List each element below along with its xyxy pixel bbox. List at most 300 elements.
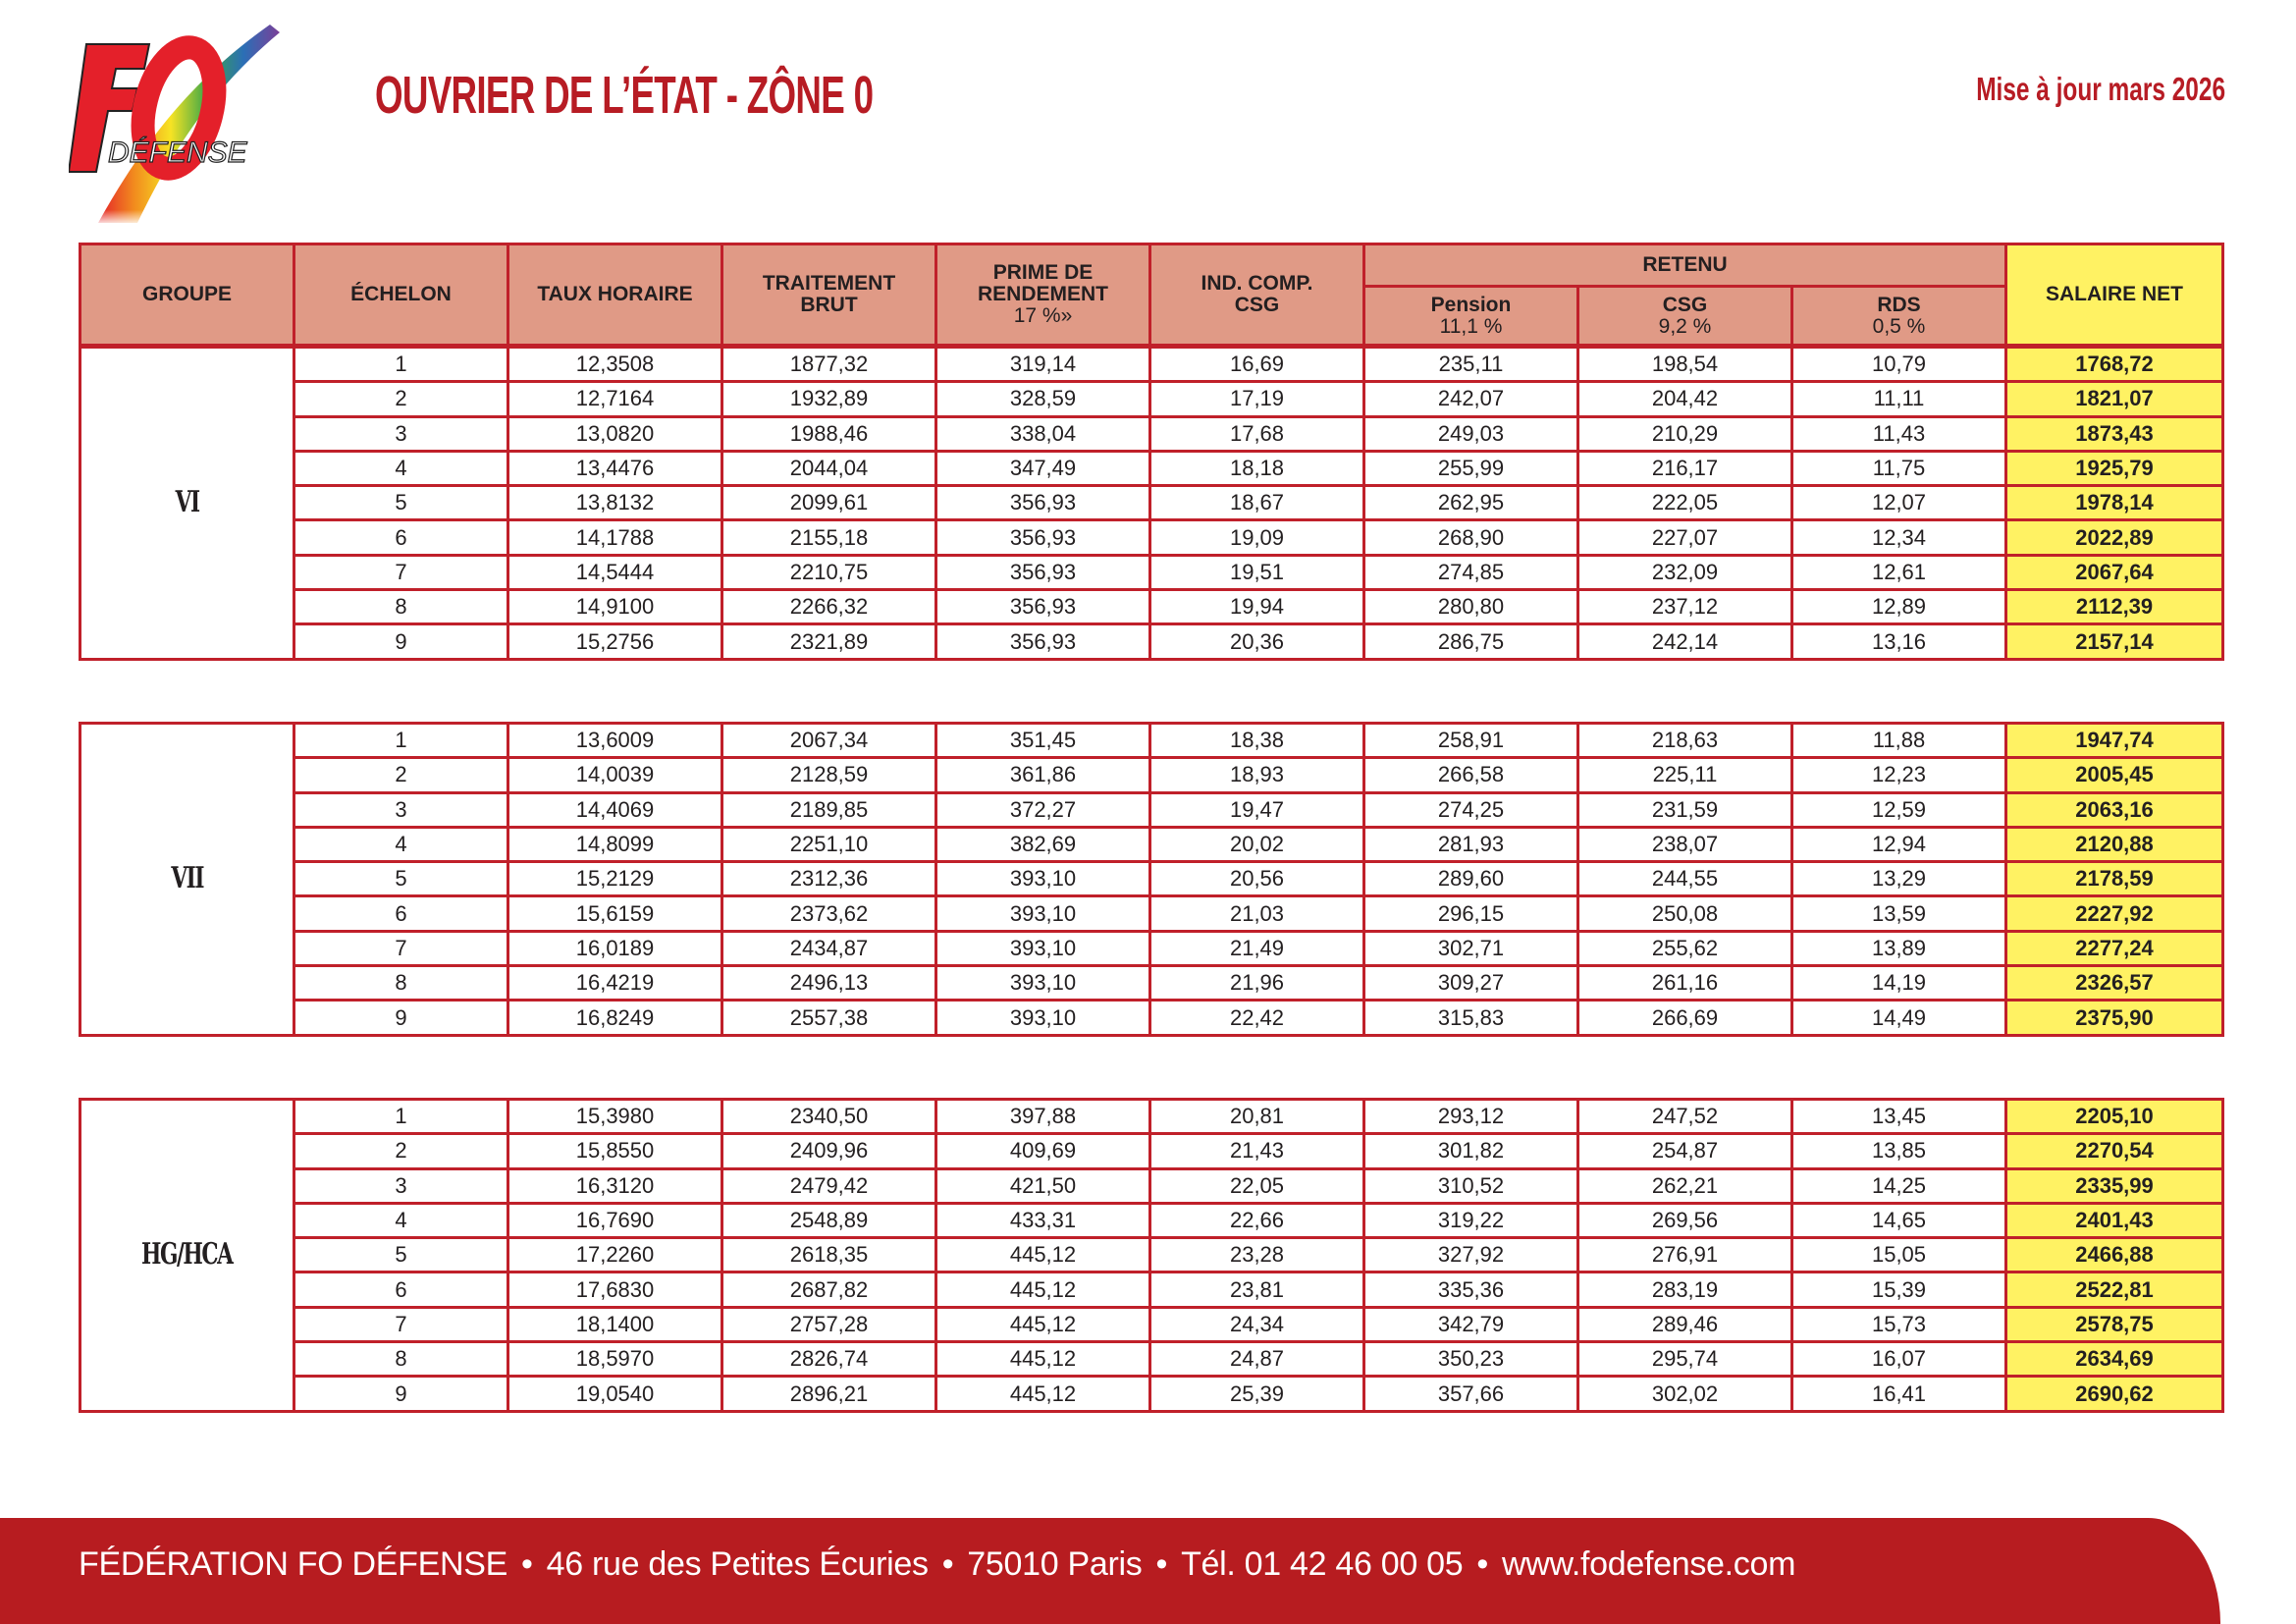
cell-echelon: 2: [294, 758, 508, 792]
cell-pension: 357,66: [1364, 1377, 1578, 1411]
cell-csg: 237,12: [1578, 590, 1792, 624]
cell-csg: 289,46: [1578, 1307, 1792, 1341]
footer-org: FÉDÉRATION FO DÉFENSE: [79, 1545, 507, 1583]
col-header-line: 11,1 %: [1439, 314, 1503, 338]
cell-ind-comp-csg: 21,43: [1150, 1134, 1364, 1168]
cell-traitement-brut: 2373,62: [722, 896, 936, 931]
cell-ind-comp-csg: 18,67: [1150, 486, 1364, 520]
cell-csg: 266,69: [1578, 1001, 1792, 1035]
cell-csg: 225,11: [1578, 758, 1792, 792]
group-label: [80, 724, 294, 1036]
cell-echelon: 1: [294, 724, 508, 758]
cell-ind-comp-csg: 18,38: [1150, 724, 1364, 758]
col-header-prime-rendement: [936, 244, 1150, 346]
cell-csg: 238,07: [1578, 827, 1792, 861]
cell-prime-rendement: 445,12: [936, 1377, 1150, 1411]
cell-taux-horaire: 14,0039: [508, 758, 722, 792]
cell-taux-horaire: 12,7164: [508, 382, 722, 416]
cell-echelon: 5: [294, 1238, 508, 1272]
update-note: Mise à jour mars 2026: [1976, 71, 2225, 107]
table-row: [80, 555, 2223, 589]
col-header-line: 9,2 %: [1658, 314, 1712, 338]
cell-echelon: 8: [294, 966, 508, 1001]
cell-traitement-brut: 2128,59: [722, 758, 936, 792]
table-row: [80, 1307, 2223, 1341]
cell-ind-comp-csg: 20,36: [1150, 624, 1364, 659]
cell-traitement-brut: 2757,28: [722, 1307, 936, 1341]
cell-ind-comp-csg: 23,28: [1150, 1238, 1364, 1272]
cell-prime-rendement: 338,04: [936, 416, 1150, 451]
cell-traitement-brut: 2321,89: [722, 624, 936, 659]
cell-pension: 242,07: [1364, 382, 1578, 416]
cell-salaire-net: 2112,39: [2006, 590, 2223, 624]
cell-salaire-net: 2205,10: [2006, 1100, 2223, 1134]
col-header-line: TRAITEMENT: [762, 272, 896, 295]
cell-traitement-brut: 2067,34: [722, 724, 936, 758]
cell-ind-comp-csg: 20,02: [1150, 827, 1364, 861]
cell-csg: 227,07: [1578, 520, 1792, 555]
cell-rds: 13,16: [1792, 624, 2006, 659]
col-header-line: 17 %»: [1013, 304, 1073, 327]
cell-prime-rendement: 393,10: [936, 896, 1150, 931]
logo-subtext: DÉFENSE: [108, 136, 247, 169]
cell-echelon: 2: [294, 1134, 508, 1168]
col-header-line: BRUT: [800, 294, 858, 316]
cell-pension: 268,90: [1364, 520, 1578, 555]
table-row: [80, 1377, 2223, 1411]
cell-pension: 235,11: [1364, 348, 1578, 382]
col-header-line: CSG: [1234, 294, 1280, 316]
table-row: [80, 862, 2223, 896]
cell-pension: 274,25: [1364, 792, 1578, 827]
cell-salaire-net: 2178,59: [2006, 862, 2223, 896]
cell-salaire-net: 2326,57: [2006, 966, 2223, 1001]
cell-ind-comp-csg: 18,18: [1150, 451, 1364, 485]
cell-ind-comp-csg: 17,19: [1150, 382, 1364, 416]
col-header-echelon: ÉCHELON: [294, 244, 508, 346]
cell-taux-horaire: 15,8550: [508, 1134, 722, 1168]
cell-ind-comp-csg: 21,03: [1150, 896, 1364, 931]
cell-traitement-brut: 2434,87: [722, 931, 936, 965]
cell-csg: 295,74: [1578, 1342, 1792, 1377]
cell-pension: 315,83: [1364, 1001, 1578, 1035]
cell-csg: 276,91: [1578, 1238, 1792, 1272]
cell-prime-rendement: 421,50: [936, 1168, 1150, 1203]
group-label-text: VII: [171, 861, 203, 896]
cell-taux-horaire: 14,4069: [508, 792, 722, 827]
cell-pension: 302,71: [1364, 931, 1578, 965]
cell-rds: 13,85: [1792, 1134, 2006, 1168]
cell-pension: 266,58: [1364, 758, 1578, 792]
cell-taux-horaire: 17,6830: [508, 1272, 722, 1307]
cell-salaire-net: 2690,62: [2006, 1377, 2223, 1411]
cell-salaire-net: 1821,07: [2006, 382, 2223, 416]
cell-taux-horaire: 13,4476: [508, 451, 722, 485]
col-header-csg: [1578, 287, 1792, 346]
cell-csg: 247,52: [1578, 1100, 1792, 1134]
cell-csg: 222,05: [1578, 486, 1792, 520]
cell-pension: 286,75: [1364, 624, 1578, 659]
group-label-text: VI: [175, 485, 199, 520]
footer-city: 75010 Paris: [967, 1545, 1143, 1583]
fo-defense-logo: [69, 15, 285, 226]
cell-echelon: 8: [294, 1342, 508, 1377]
cell-echelon: 8: [294, 590, 508, 624]
group-label: [80, 1100, 294, 1412]
cell-traitement-brut: 1932,89: [722, 382, 936, 416]
cell-salaire-net: 2227,92: [2006, 896, 2223, 931]
cell-prime-rendement: 397,88: [936, 1100, 1150, 1134]
cell-salaire-net: 2120,88: [2006, 827, 2223, 861]
cell-salaire-net: 2522,81: [2006, 1272, 2223, 1307]
cell-csg: 261,16: [1578, 966, 1792, 1001]
table-row: [80, 931, 2223, 965]
cell-echelon: 3: [294, 1168, 508, 1203]
col-header-traitement-brut: [722, 244, 936, 346]
cell-echelon: 1: [294, 1100, 508, 1134]
cell-ind-comp-csg: 19,51: [1150, 555, 1364, 589]
cell-prime-rendement: 361,86: [936, 758, 1150, 792]
cell-prime-rendement: 356,93: [936, 520, 1150, 555]
cell-traitement-brut: 2826,74: [722, 1342, 936, 1377]
cell-taux-horaire: 16,3120: [508, 1168, 722, 1203]
col-header-line: CSG: [1662, 293, 1708, 316]
cell-taux-horaire: 14,9100: [508, 590, 722, 624]
table-row: [80, 382, 2223, 416]
cell-rds: 13,59: [1792, 896, 2006, 931]
cell-pension: 327,92: [1364, 1238, 1578, 1272]
cell-salaire-net: 2335,99: [2006, 1168, 2223, 1203]
cell-traitement-brut: 2044,04: [722, 451, 936, 485]
salary-table-header: [79, 243, 2224, 347]
cell-salaire-net: 2063,16: [2006, 792, 2223, 827]
cell-taux-horaire: 19,0540: [508, 1377, 722, 1411]
cell-taux-horaire: 15,2129: [508, 862, 722, 896]
col-header-line: RDS: [1877, 293, 1921, 316]
cell-echelon: 3: [294, 416, 508, 451]
cell-prime-rendement: 319,14: [936, 348, 1150, 382]
cell-taux-horaire: 15,6159: [508, 896, 722, 931]
table-row: [80, 520, 2223, 555]
cell-pension: 296,15: [1364, 896, 1578, 931]
cell-pension: 310,52: [1364, 1168, 1578, 1203]
cell-echelon: 6: [294, 896, 508, 931]
footer-phone: Tél. 01 42 46 00 05: [1181, 1545, 1464, 1583]
cell-prime-rendement: 372,27: [936, 792, 1150, 827]
cell-taux-horaire: 15,2756: [508, 624, 722, 659]
table-row: [80, 1238, 2223, 1272]
group-block-vi: [79, 346, 2224, 661]
cell-rds: 14,19: [1792, 966, 2006, 1001]
table-row: [80, 1342, 2223, 1377]
cell-prime-rendement: 393,10: [936, 931, 1150, 965]
cell-rds: 16,41: [1792, 1377, 2006, 1411]
cell-ind-comp-csg: 17,68: [1150, 416, 1364, 451]
cell-csg: 244,55: [1578, 862, 1792, 896]
cell-rds: 15,73: [1792, 1307, 2006, 1341]
cell-prime-rendement: 356,93: [936, 555, 1150, 589]
cell-traitement-brut: 2479,42: [722, 1168, 936, 1203]
col-header-taux-horaire: TAUX HORAIRE: [508, 244, 722, 346]
cell-echelon: 9: [294, 624, 508, 659]
cell-echelon: 5: [294, 486, 508, 520]
cell-csg: 218,63: [1578, 724, 1792, 758]
cell-csg: 254,87: [1578, 1134, 1792, 1168]
cell-csg: 232,09: [1578, 555, 1792, 589]
table-row: [80, 416, 2223, 451]
cell-traitement-brut: 2496,13: [722, 966, 936, 1001]
cell-salaire-net: 2067,64: [2006, 555, 2223, 589]
bullet-separator: •: [521, 1545, 533, 1583]
cell-traitement-brut: 2687,82: [722, 1272, 936, 1307]
group-block-hg-hca: [79, 1098, 2224, 1413]
cell-prime-rendement: 393,10: [936, 862, 1150, 896]
cell-pension: 258,91: [1364, 724, 1578, 758]
table-row: [80, 348, 2223, 382]
cell-echelon: 6: [294, 520, 508, 555]
cell-rds: 16,07: [1792, 1342, 2006, 1377]
cell-taux-horaire: 13,0820: [508, 416, 722, 451]
cell-pension: 281,93: [1364, 827, 1578, 861]
cell-prime-rendement: 356,93: [936, 486, 1150, 520]
col-header-salaire-net: SALAIRE NET: [2006, 244, 2223, 346]
cell-ind-comp-csg: 19,47: [1150, 792, 1364, 827]
cell-rds: 15,05: [1792, 1238, 2006, 1272]
bullet-separator: •: [1476, 1545, 1488, 1583]
cell-csg: 250,08: [1578, 896, 1792, 931]
cell-salaire-net: 2466,88: [2006, 1238, 2223, 1272]
cell-salaire-net: 2375,90: [2006, 1001, 2223, 1035]
cell-traitement-brut: 2896,21: [722, 1377, 936, 1411]
cell-traitement-brut: 2251,10: [722, 827, 936, 861]
cell-echelon: 7: [294, 555, 508, 589]
bullet-separator: •: [1155, 1545, 1168, 1583]
cell-csg: 262,21: [1578, 1168, 1792, 1203]
col-header-retenu: RETENU: [1364, 244, 2006, 287]
cell-prime-rendement: 393,10: [936, 1001, 1150, 1035]
cell-ind-comp-csg: 20,56: [1150, 862, 1364, 896]
cell-salaire-net: 2578,75: [2006, 1307, 2223, 1341]
cell-pension: 249,03: [1364, 416, 1578, 451]
col-header-line: PRIME DE: [992, 261, 1094, 284]
cell-taux-horaire: 14,5444: [508, 555, 722, 589]
cell-echelon: 7: [294, 931, 508, 965]
cell-taux-horaire: 12,3508: [508, 348, 722, 382]
cell-prime-rendement: 409,69: [936, 1134, 1150, 1168]
table-row: [80, 1168, 2223, 1203]
cell-echelon: 1: [294, 348, 508, 382]
col-header-rds: [1792, 287, 2006, 346]
cell-csg: 269,56: [1578, 1203, 1792, 1237]
cell-taux-horaire: 13,8132: [508, 486, 722, 520]
cell-csg: 255,62: [1578, 931, 1792, 965]
cell-echelon: 9: [294, 1377, 508, 1411]
table-row: [80, 1001, 2223, 1035]
col-header-ind-comp-csg: [1150, 244, 1364, 346]
cell-csg: 242,14: [1578, 624, 1792, 659]
cell-echelon: 5: [294, 862, 508, 896]
cell-ind-comp-csg: 21,96: [1150, 966, 1364, 1001]
table-row: [80, 451, 2223, 485]
cell-taux-horaire: 18,5970: [508, 1342, 722, 1377]
cell-echelon: 2: [294, 382, 508, 416]
cell-traitement-brut: 2312,36: [722, 862, 936, 896]
cell-echelon: 9: [294, 1001, 508, 1035]
cell-prime-rendement: 328,59: [936, 382, 1150, 416]
cell-salaire-net: 1925,79: [2006, 451, 2223, 485]
table-row: [80, 792, 2223, 827]
table-row: [80, 758, 2223, 792]
cell-csg: 231,59: [1578, 792, 1792, 827]
col-header-line: IND. COMP.: [1201, 272, 1313, 295]
cell-salaire-net: 2022,89: [2006, 520, 2223, 555]
cell-ind-comp-csg: 21,49: [1150, 931, 1364, 965]
cell-traitement-brut: 1988,46: [722, 416, 936, 451]
cell-csg: 283,19: [1578, 1272, 1792, 1307]
table-row: [80, 1100, 2223, 1134]
cell-salaire-net: 2270,54: [2006, 1134, 2223, 1168]
fo-defense-rainbow-logo-icon: [69, 15, 285, 226]
cell-rds: 13,89: [1792, 931, 2006, 965]
cell-traitement-brut: 2210,75: [722, 555, 936, 589]
table-row: [80, 1203, 2223, 1237]
cell-ind-comp-csg: 19,94: [1150, 590, 1364, 624]
cell-rds: 12,89: [1792, 590, 2006, 624]
cell-taux-horaire: 14,1788: [508, 520, 722, 555]
table-row: [80, 486, 2223, 520]
cell-taux-horaire: 16,0189: [508, 931, 722, 965]
table-row: [80, 624, 2223, 659]
cell-prime-rendement: 445,12: [936, 1307, 1150, 1341]
footer-contact: [79, 1545, 1795, 1584]
cell-prime-rendement: 433,31: [936, 1203, 1150, 1237]
cell-echelon: 7: [294, 1307, 508, 1341]
cell-prime-rendement: 445,12: [936, 1272, 1150, 1307]
cell-ind-comp-csg: 24,34: [1150, 1307, 1364, 1341]
cell-ind-comp-csg: 22,05: [1150, 1168, 1364, 1203]
cell-csg: 302,02: [1578, 1377, 1792, 1411]
col-header-line: RENDEMENT: [977, 283, 1108, 305]
table-row: [80, 966, 2223, 1001]
cell-rds: 12,61: [1792, 555, 2006, 589]
cell-pension: 255,99: [1364, 451, 1578, 485]
cell-traitement-brut: 2099,61: [722, 486, 936, 520]
cell-rds: 12,34: [1792, 520, 2006, 555]
cell-rds: 13,45: [1792, 1100, 2006, 1134]
cell-ind-comp-csg: 16,69: [1150, 348, 1364, 382]
bullet-separator: •: [941, 1545, 954, 1583]
cell-traitement-brut: 2340,50: [722, 1100, 936, 1134]
footer-bar: [0, 1518, 2220, 1624]
cell-rds: 11,88: [1792, 724, 2006, 758]
cell-pension: 350,23: [1364, 1342, 1578, 1377]
cell-rds: 11,43: [1792, 416, 2006, 451]
col-header-groupe: GROUPE: [80, 244, 294, 346]
cell-echelon: 6: [294, 1272, 508, 1307]
cell-rds: 15,39: [1792, 1272, 2006, 1307]
cell-rds: 10,79: [1792, 348, 2006, 382]
cell-rds: 12,23: [1792, 758, 2006, 792]
cell-ind-comp-csg: 19,09: [1150, 520, 1364, 555]
cell-salaire-net: 2401,43: [2006, 1203, 2223, 1237]
cell-pension: 262,95: [1364, 486, 1578, 520]
cell-rds: 14,65: [1792, 1203, 2006, 1237]
table-row: [80, 896, 2223, 931]
cell-prime-rendement: 393,10: [936, 966, 1150, 1001]
cell-prime-rendement: 445,12: [936, 1238, 1150, 1272]
cell-echelon: 4: [294, 827, 508, 861]
cell-echelon: 4: [294, 1203, 508, 1237]
group-label: [80, 348, 294, 660]
cell-salaire-net: 1768,72: [2006, 348, 2223, 382]
cell-taux-horaire: 17,2260: [508, 1238, 722, 1272]
cell-rds: 12,59: [1792, 792, 2006, 827]
cell-ind-comp-csg: 18,93: [1150, 758, 1364, 792]
cell-taux-horaire: 15,3980: [508, 1100, 722, 1134]
page-title: OUVRIER DE L’ÉTAT - ZÔNE 0: [375, 66, 874, 125]
cell-ind-comp-csg: 22,42: [1150, 1001, 1364, 1035]
cell-pension: 319,22: [1364, 1203, 1578, 1237]
cell-salaire-net: 1873,43: [2006, 416, 2223, 451]
cell-prime-rendement: 351,45: [936, 724, 1150, 758]
cell-rds: 12,94: [1792, 827, 2006, 861]
col-header-line: Pension: [1430, 293, 1512, 316]
cell-ind-comp-csg: 20,81: [1150, 1100, 1364, 1134]
group-label-text: HG/HCA: [141, 1237, 233, 1272]
cell-csg: 216,17: [1578, 451, 1792, 485]
cell-prime-rendement: 356,93: [936, 624, 1150, 659]
cell-taux-horaire: 16,7690: [508, 1203, 722, 1237]
cell-pension: 293,12: [1364, 1100, 1578, 1134]
cell-traitement-brut: 1877,32: [722, 348, 936, 382]
cell-rds: 14,25: [1792, 1168, 2006, 1203]
cell-prime-rendement: 382,69: [936, 827, 1150, 861]
cell-salaire-net: 2005,45: [2006, 758, 2223, 792]
cell-rds: 11,75: [1792, 451, 2006, 485]
cell-salaire-net: 2277,24: [2006, 931, 2223, 965]
col-header-pension: [1364, 287, 1578, 346]
group-block-vii: [79, 722, 2224, 1037]
cell-salaire-net: 1947,74: [2006, 724, 2223, 758]
cell-rds: 12,07: [1792, 486, 2006, 520]
cell-salaire-net: 1978,14: [2006, 486, 2223, 520]
cell-pension: 301,82: [1364, 1134, 1578, 1168]
cell-traitement-brut: 2189,85: [722, 792, 936, 827]
cell-ind-comp-csg: 23,81: [1150, 1272, 1364, 1307]
cell-taux-horaire: 16,4219: [508, 966, 722, 1001]
cell-taux-horaire: 13,6009: [508, 724, 722, 758]
cell-taux-horaire: 14,8099: [508, 827, 722, 861]
cell-traitement-brut: 2557,38: [722, 1001, 936, 1035]
cell-pension: 335,36: [1364, 1272, 1578, 1307]
cell-pension: 309,27: [1364, 966, 1578, 1001]
cell-rds: 14,49: [1792, 1001, 2006, 1035]
cell-ind-comp-csg: 24,87: [1150, 1342, 1364, 1377]
cell-csg: 210,29: [1578, 416, 1792, 451]
cell-echelon: 3: [294, 792, 508, 827]
cell-ind-comp-csg: 25,39: [1150, 1377, 1364, 1411]
table-row: [80, 1272, 2223, 1307]
cell-traitement-brut: 2618,35: [722, 1238, 936, 1272]
cell-rds: 13,29: [1792, 862, 2006, 896]
table-row: [80, 590, 2223, 624]
cell-rds: 11,11: [1792, 382, 2006, 416]
cell-prime-rendement: 356,93: [936, 590, 1150, 624]
cell-salaire-net: 2157,14: [2006, 624, 2223, 659]
table-row: [80, 724, 2223, 758]
footer-website-link[interactable]: www.fodefense.com: [1501, 1545, 1796, 1583]
cell-taux-horaire: 18,1400: [508, 1307, 722, 1341]
